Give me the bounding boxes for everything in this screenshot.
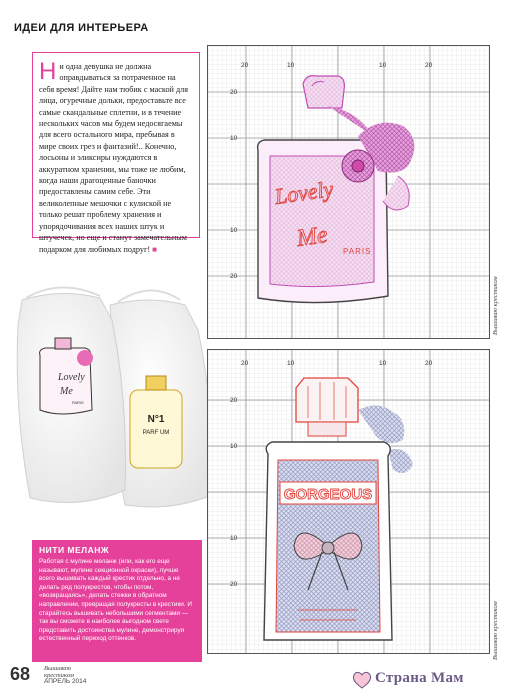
threads-tip-box xyxy=(32,540,202,662)
page-footer xyxy=(10,664,210,688)
grid-label: 10 xyxy=(230,443,238,450)
stamp-line-1: Вышиваю xyxy=(492,307,499,335)
grid-label: 20 xyxy=(230,397,238,404)
bags-photo xyxy=(0,250,232,540)
grid-label: 20 xyxy=(425,360,433,367)
heart-logo-icon xyxy=(351,669,373,691)
bag1-text-1: Lovely xyxy=(58,372,85,383)
magazine-name xyxy=(44,665,74,679)
grid-label: 20 xyxy=(230,89,238,96)
grid-label: 20 xyxy=(425,62,433,69)
pattern-label: GORGEOUS xyxy=(283,486,373,503)
magazine-line-1: Вышиваю xyxy=(44,665,72,672)
end-mark-icon: ■ xyxy=(152,244,157,254)
pattern-grid-bottom xyxy=(208,350,489,653)
stamp-line-1: Вышиваю xyxy=(492,632,499,660)
grid-label: 20 xyxy=(241,360,249,367)
grid-label: 10 xyxy=(230,227,238,234)
grid-label: 10 xyxy=(230,135,238,142)
stamp-line-2: крестиком xyxy=(492,601,499,632)
bag2-label-2: PARF UM xyxy=(142,430,170,436)
grid-label: 10 xyxy=(230,535,238,542)
bag-left xyxy=(17,287,125,502)
threads-title: НИТИ МЕЛАНЖ xyxy=(39,545,110,555)
pattern-text-small: PARIS xyxy=(343,247,372,256)
watermark-text: Страна Мам xyxy=(375,670,464,686)
pattern-grid-top xyxy=(208,46,489,338)
threads-text: Работая с мулине меланж (или, как его еще называют, мулине секционной окраски), лучше всего вышивать каждый крестик отдельно, а не делать ряд полукрестов, чтобы потом, «возвращаясь», делать стежки в обратном направлении, превращая полукресты в крестики. И старайтесь вышивать небольшими сегментами — так вы сможете в наиболее выгодном свете представить достоинства мулине, демонстрируя естественный переход оттенков. xyxy=(39,558,192,643)
pattern-text-2: Me xyxy=(295,221,330,252)
watermark xyxy=(351,668,501,692)
bag2-label-1: N°1 xyxy=(147,414,165,425)
brand-stamp xyxy=(492,601,499,660)
bag1-text-2: Me xyxy=(60,386,73,397)
grid-label: 20 xyxy=(230,581,238,588)
bag1-text-small: PARIS xyxy=(72,400,84,405)
stamp-line-2: крестиком xyxy=(492,276,499,307)
grid-label: 20 xyxy=(230,273,238,280)
pattern-gorgeous xyxy=(207,349,490,654)
grid-label: 10 xyxy=(379,62,387,69)
drop-cap: Н xyxy=(39,58,57,85)
section-title: ИДЕИ ДЛЯ ИНТЕРЬЕРА xyxy=(14,22,149,34)
page-number: 68 xyxy=(10,664,31,684)
intro-paragraph: и одна девушка не должна оправдываться за потраченное на себя время! Дайте нам тюбик с маской для лица, огуречные дольки, предоставьте все самые скандальные сплетни, и в течение нескольких часов мы будем недосягаемы для всего остального мира, пребывая в мире своих грез и фантазий!.. Конечно, лосьоны и эликсиры нуждаются в аккуратном хранении, мы тоже не любим, когда наши драгоценные баночки предоставлены самим себе. Эти великолепные мешочки с кулиской не только решат проблему хранения и упорядочивания всех наших штук и штучечек, но еще и станут замечательным подарком для любимых подруг! xyxy=(39,62,189,254)
issue-date: АПРЕЛЬ 2014 xyxy=(44,678,87,685)
pattern-text-1: Lovely xyxy=(273,176,335,209)
grid-label: 10 xyxy=(287,62,295,69)
intro-text-box xyxy=(32,52,200,254)
grid-label: 10 xyxy=(379,360,387,367)
grid-label: 10 xyxy=(287,360,295,367)
pattern-lovely-me xyxy=(207,45,490,339)
grid-label: 20 xyxy=(241,62,249,69)
magazine-line-2: крестиком xyxy=(44,672,74,679)
brand-stamp xyxy=(492,276,499,335)
